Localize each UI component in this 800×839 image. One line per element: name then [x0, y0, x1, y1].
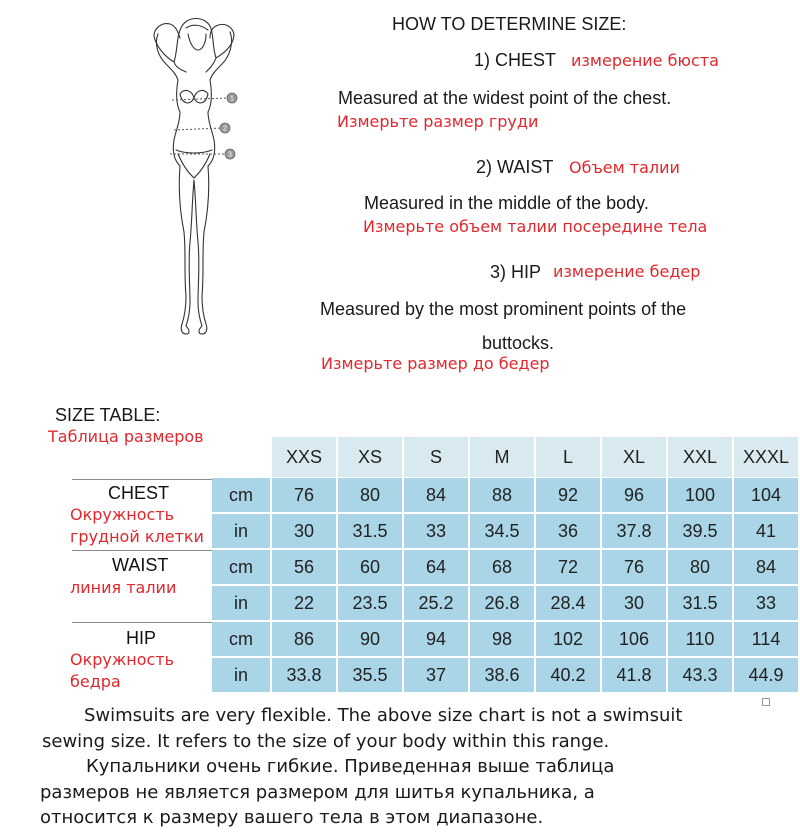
cell-hip-in-m: 38.6	[470, 658, 534, 692]
cell-chest-cm-xl: 96	[602, 478, 666, 512]
cell-chest-in-l: 36	[536, 514, 600, 548]
cell-hip-in-xl: 41.8	[602, 658, 666, 692]
chest-group-divider	[72, 479, 212, 480]
size-header-xxl: XXL	[668, 437, 732, 477]
cell-hip-cm-xs: 90	[338, 622, 402, 656]
waist-heading-ru: Объем талии	[569, 158, 680, 177]
size-table-title: SIZE TABLE:	[55, 405, 161, 425]
waist-description: Measured in the middle of the body.	[364, 193, 649, 213]
chest-description: Measured at the widest point of the chest.	[338, 88, 672, 108]
hip-group-ru-line1: Окружность	[70, 650, 175, 669]
cell-chest-cm-s: 84	[404, 478, 468, 512]
size-header-xxs: XXS	[272, 437, 336, 477]
cell-hip-cm-s: 94	[404, 622, 468, 656]
cell-chest-in-xxs: 30	[272, 514, 336, 548]
cell-chest-cm-xs: 80	[338, 478, 402, 512]
cell-hip-cm-xl: 106	[602, 622, 666, 656]
unit-chest-cm: cm	[212, 478, 270, 512]
chest-description-ru: Измерьте размер груди	[337, 112, 539, 131]
cell-waist-cm-s: 64	[404, 550, 468, 584]
waist-group-divider	[72, 550, 212, 551]
cell-chest-cm-xxl: 100	[668, 478, 732, 512]
cell-hip-cm-xxs: 86	[272, 622, 336, 656]
size-header-l: L	[536, 437, 600, 477]
hip-heading: 3) HIP	[490, 262, 542, 282]
cell-hip-in-l: 40.2	[536, 658, 600, 692]
chest-group-ru-line1: Окружность	[70, 505, 175, 524]
cell-hip-in-xxxl: 44.9	[734, 658, 798, 692]
cell-waist-in-l: 28.4	[536, 586, 600, 620]
cell-chest-in-xxxl: 41	[734, 514, 798, 548]
cell-hip-cm-m: 98	[470, 622, 534, 656]
waist-group-label: WAIST	[112, 555, 169, 575]
waist-description-ru: Измерьте объем талии посередине тела	[363, 217, 708, 236]
cell-chest-in-s: 33	[404, 514, 468, 548]
cell-waist-in-m: 26.8	[470, 586, 534, 620]
cell-chest-in-m: 34.5	[470, 514, 534, 548]
cell-chest-in-xxl: 39.5	[668, 514, 732, 548]
hip-heading-ru: измерение бедер	[553, 262, 701, 281]
hip-group-label: HIP	[126, 628, 157, 648]
cell-hip-in-xxs: 33.8	[272, 658, 336, 692]
cell-chest-cm-xxxl: 104	[734, 478, 798, 512]
marker-3-label: 3	[228, 151, 232, 159]
unit-waist-cm: cm	[212, 550, 270, 584]
cell-waist-cm-m: 68	[470, 550, 534, 584]
cell-waist-in-s: 25.2	[404, 586, 468, 620]
hip-description-line1: Measured by the most prominent points of the	[320, 299, 687, 319]
footer-en-line1: Swimsuits are very flexible. The above size chart is not a swimsuit	[84, 705, 683, 726]
body-figure-illustration	[130, 12, 250, 342]
unit-hip-in: in	[212, 658, 270, 692]
cell-hip-in-xxl: 43.3	[668, 658, 732, 692]
hip-description-ru: Измерьте размер до бедер	[321, 354, 550, 373]
cell-hip-cm-xxxl: 114	[734, 622, 798, 656]
cell-hip-cm-l: 102	[536, 622, 600, 656]
cell-waist-in-xxs: 22	[272, 586, 336, 620]
chest-heading: 1) CHEST	[474, 50, 557, 70]
cell-chest-cm-xxs: 76	[272, 478, 336, 512]
cell-waist-cm-xxl: 80	[668, 550, 732, 584]
marker-1-label: 1	[230, 95, 234, 103]
marker-2-label: 2	[223, 125, 227, 133]
cell-chest-cm-m: 88	[470, 478, 534, 512]
footer-ru-line1: Купальники очень гибкие. Приведенная выше таблица	[86, 756, 615, 777]
hip-group-divider	[72, 622, 212, 623]
unit-waist-in: in	[212, 586, 270, 620]
cell-waist-in-xs: 23.5	[338, 586, 402, 620]
size-header-s: S	[404, 437, 468, 477]
footer-ru-line3: относится к размеру вашего тела в этом диапазоне.	[40, 807, 544, 828]
cell-waist-in-xl: 30	[602, 586, 666, 620]
cell-chest-cm-l: 92	[536, 478, 600, 512]
size-header-xl: XL	[602, 437, 666, 477]
cell-hip-in-xs: 35.5	[338, 658, 402, 692]
chest-group-label: CHEST	[108, 483, 170, 503]
size-header-xs: XS	[338, 437, 402, 477]
footer-en-line2: sewing size. It refers to the size of your body within this range.	[42, 731, 610, 752]
footer-ru-line2: размеров не является размером для шитья купальника, а	[40, 782, 595, 803]
hip-group-ru-line2: бедра	[70, 672, 121, 691]
size-header-xxxl: XXXL	[734, 437, 798, 477]
cell-waist-cm-xxs: 56	[272, 550, 336, 584]
waist-heading: 2) WAIST	[476, 157, 554, 177]
cell-hip-in-s: 37	[404, 658, 468, 692]
cell-chest-in-xl: 37.8	[602, 514, 666, 548]
cell-waist-cm-xxxl: 84	[734, 550, 798, 584]
cell-waist-cm-l: 72	[536, 550, 600, 584]
waist-group-ru-line1: линия талии	[70, 578, 177, 597]
hip-description-line2: buttocks.	[482, 333, 555, 353]
cell-waist-in-xxxl: 33	[734, 586, 798, 620]
cell-hip-cm-xxl: 110	[668, 622, 732, 656]
cell-chest-in-xs: 31.5	[338, 514, 402, 548]
cell-waist-cm-xs: 60	[338, 550, 402, 584]
size-header-m: M	[470, 437, 534, 477]
unit-chest-in: in	[212, 514, 270, 548]
cell-waist-in-xxl: 31.5	[668, 586, 732, 620]
page-title: HOW TO DETERMINE SIZE:	[392, 14, 627, 34]
unit-hip-cm: cm	[212, 622, 270, 656]
chest-group-ru-line2: грудной клетки	[70, 527, 204, 546]
size-table-title-ru: Таблица размеров	[48, 427, 204, 446]
cell-waist-cm-xl: 76	[602, 550, 666, 584]
chest-heading-ru: измерение бюста	[571, 51, 719, 70]
